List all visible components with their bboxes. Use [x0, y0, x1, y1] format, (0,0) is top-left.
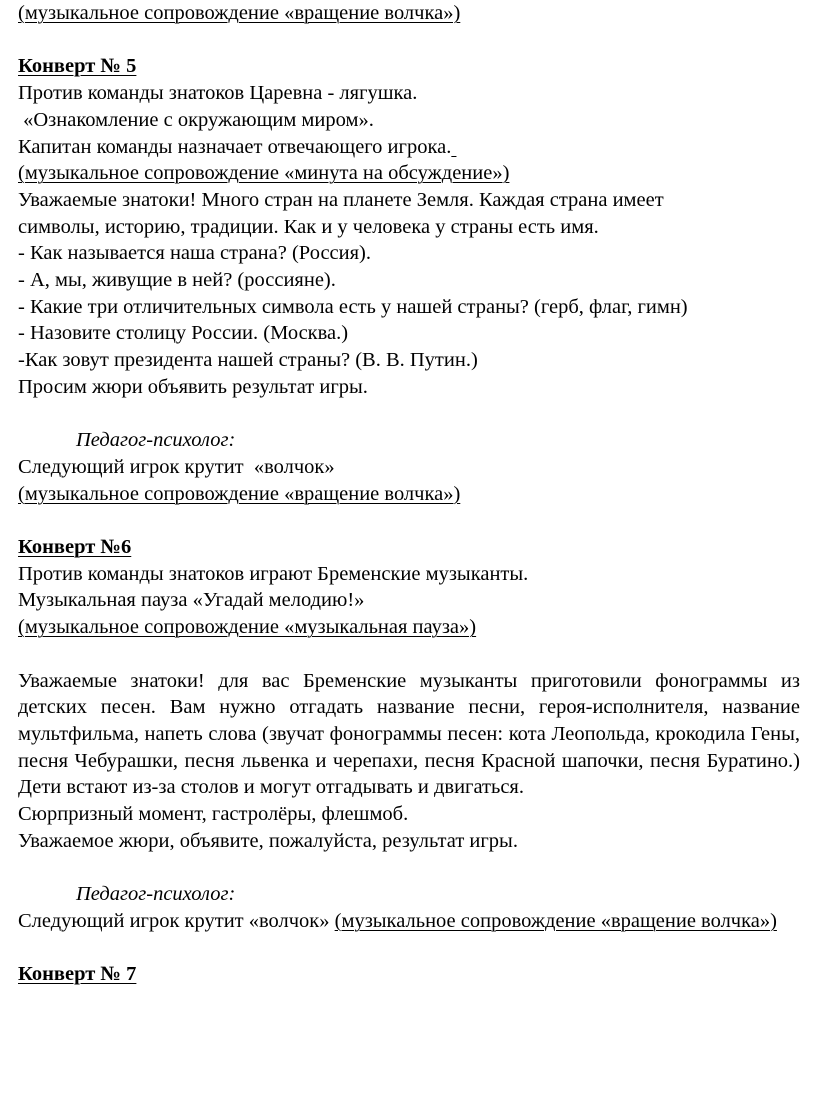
envelope-5-body-line: -Как зовут президента нашей страны? (В. В. Путин.) [18, 349, 478, 372]
envelope-6-next-text: Следующий игрок крутит «волчок» [18, 909, 335, 932]
envelope-6-line: Против команды знатоков играют Бременские музыканты. [18, 562, 529, 585]
envelope-6-next-music-note: (музыкальное сопровождение «вращение волчка») [334, 909, 777, 932]
envelope-6-speaker: Педагог-психолог: [76, 883, 236, 906]
envelope-6-line: Музыкальная пауза «Угадай мелодию!» [18, 589, 365, 612]
envelope-5-body-line: - Как называется наша страна? (Россия). [18, 242, 372, 265]
envelope-5-body-line: Просим жюри объявить результат игры. [18, 375, 368, 398]
envelope-5-line: Против команды знатоков Царевна - лягушка. [18, 82, 418, 105]
envelope-5-music-note: (музыкальное сопровождение «минута на обсуждение») [18, 162, 510, 185]
envelope-6-line: Уважаемое жюри, объявите, пожалуйста, результат игры. [18, 829, 518, 852]
envelope-5-body-line: - Назовите столицу России. (Москва.) [18, 322, 349, 345]
music-note-top: (музыкальное сопровождение «вращение волчка») [18, 2, 461, 24]
envelope-5-line: Капитан команды назначает отвечающего игрока. [18, 135, 452, 158]
envelope-5-line: «Ознакомление с окружающим миром». [18, 108, 374, 131]
envelope-6-heading: Конверт №6 [18, 536, 132, 559]
envelope-7-heading: Конверт № 7 [18, 963, 137, 986]
envelope-5-body-line: - А, мы, живущие в ней? (россияне). [18, 269, 336, 292]
envelope-5-body-line: - Какие три отличительных символа есть у нашей страны? (герб, флаг, гимн) [18, 295, 688, 318]
envelope-5-speaker: Педагог-психолог: [76, 429, 236, 452]
envelope-6-next-turn [18, 908, 800, 935]
envelope-5-next-turn: Следующий игрок крутит «волчок» [18, 455, 335, 478]
envelope-5-next-music-note: (музыкальное сопровождение «вращение волчка») [18, 482, 461, 505]
envelope-6-line: Сюрпризный момент, гастролёры, флешмоб. [18, 803, 409, 826]
envelope-5-heading: Конверт № 5 [18, 55, 137, 78]
envelope-6-paragraph: Уважаемые знатоки! для вас Бременские музыканты приготовили фонограммы из детских песен. Вам нужно отгадать название песни, героя-исполнителя, название мультфильма, напеть слова (звучат фонограммы песен: кота Леопольда, крокодила Гены, песня Чебурашки, песня львенка и черепахи, песня Красной шапочки, песня Буратино.) Дети встают из-за столов и могут отгадывать и двигаться. [18, 669, 800, 799]
envelope-5-body-line: Уважаемые знатоки! Много стран на планете Земля. Каждая страна имеет [18, 188, 664, 211]
document-page [18, 0, 800, 988]
envelope-6-music-note: (музыкальное сопровождение «музыкальная пауза») [18, 616, 477, 639]
envelope-5-body-line: символы, историю, традиции. Как и у человека у страны есть имя. [18, 215, 599, 238]
